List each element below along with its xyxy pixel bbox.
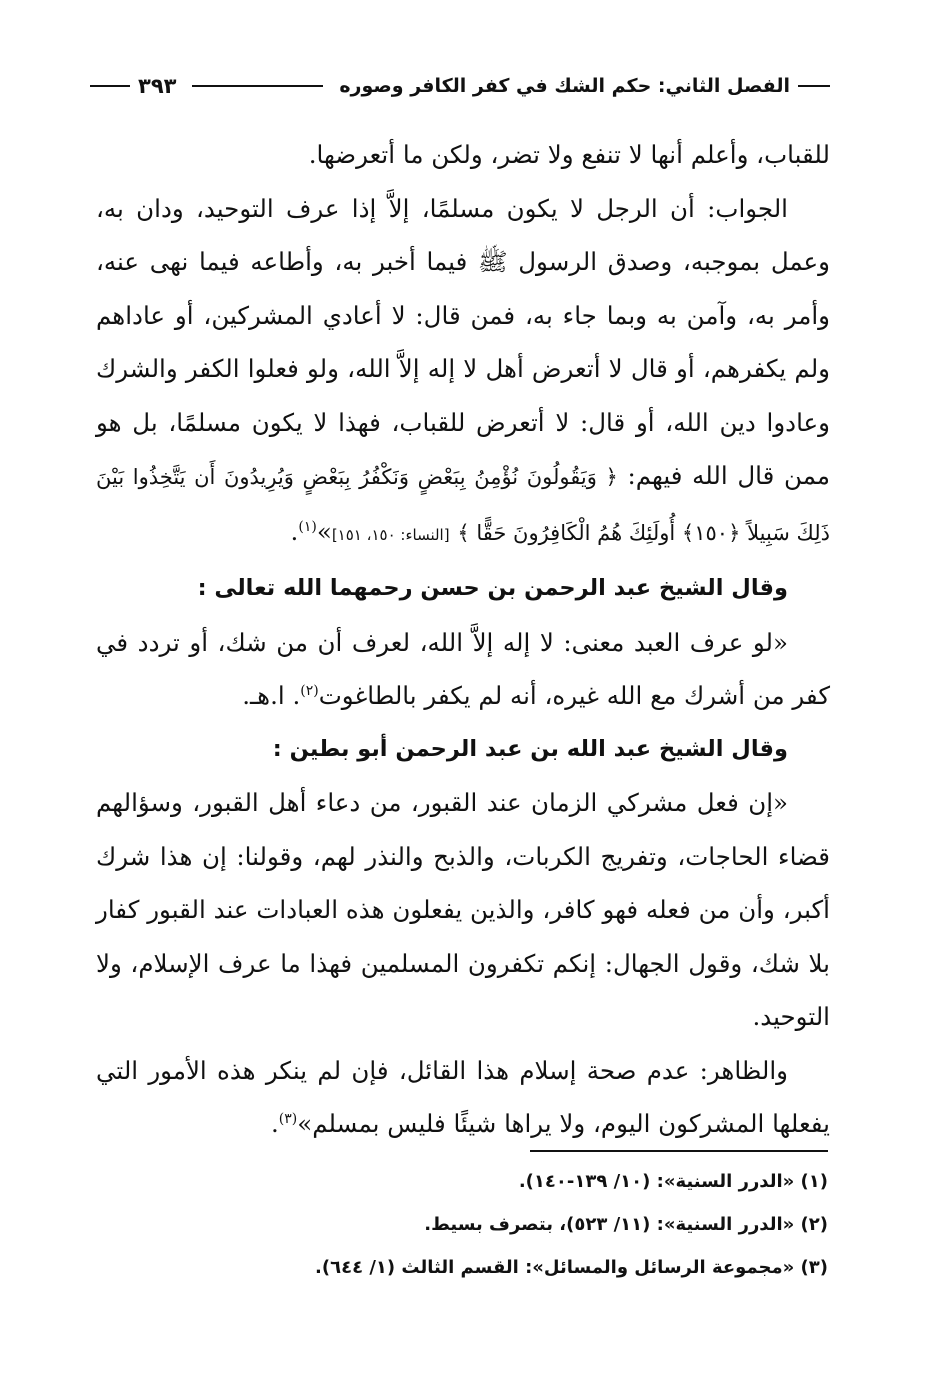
quote-close: » [316,516,332,546]
heading-1: وقال الشيخ عبد الرحمن بن حسن رحمهما الله تعالى : [197,575,788,601]
footnote-marker-1: (١) [298,518,317,535]
footnote-1: (١) «الدرر السنية»: (١٠/ ١٣٩-١٤٠). [518,1171,828,1192]
footnote-2: (٢) «الدرر السنية»: (١١/ ٥٢٣)، بتصرف بسيط. [424,1214,828,1235]
header-rule [192,85,323,87]
heading-2: وقال الشيخ عبد الله بن عبد الرحمن أبو بطين : [272,735,788,762]
quran-quote: ﴿ وَيَقُولُونَ نُؤْمِنُ بِبَعْضٍ وَنَكْفُرُ بِبَعْضٍ وَيُرِيدُونَ أَن يَتَّخِذُوا بَيْنَ ذَلِكَ سَبِيلاً ﴿١٥٠﴾ أُولَئِكَ هُمُ الْكَافِرُونَ حَقًّا ﴾ [96,465,830,545]
paragraph-4: «إن فعل مشركي الزمان عند القبور، من دعاء أهل القبور، وسؤالهم قضاء الحاجات، وتفريج الكربات، والذبح والنذر لهم، وقولنا: إن هذا شرك أكبر، وأن من فعله فهو كافر، والذين يفعلون هذه العبادات عند القبور كفار بلا شك، وقول الجهال: إنكم تكفرون المسلمين فهذا ما عرف الإسلام، ولا التوحيد. [96,788,830,1031]
paragraph-5 [96,1044,830,1151]
header-dash-left [90,85,130,87]
chapter-title: الفصل الثاني: حكم الشك في كفر الكافر وصوره [339,75,790,97]
footnote-separator [530,1150,828,1152]
header-dash-right [798,85,830,87]
paragraph-1: للقباب، وأعلم أنها لا تنفع ولا تضر، ولكن ما أتعرضها. [308,140,830,169]
paragraph-2-text: الجواب: أن الرجل لا يكون مسلمًا، إلاَّ إذا عرف التوحيد، ودان به، وعمل بموجبه، وصدق الرسول ﷺ فيما أخبر به، وأطاعه فيما نهى عنه، وأمر به، وآمن به وبما جاء به، فمن قال: لا أعادي المشركين، أو عاداهم ولم يكفرهم، أو قال لا أتعرض أهل لا إله إلاَّ الله، ولو فعلوا الكفر والشرك وعادوا دين الله، أو قال: لا أتعرض للقباب، فهذا لا يكون مسلمًا، بل هو ممن قال الله فيهم: [96,193,831,490]
footnote-marker-3: (٣) [278,1110,298,1127]
page-number: ٣٩٣ [138,74,177,98]
footnote-marker-2: (٢) [300,682,319,699]
footnote-3: (٣) «مجموعة الرسائل والمسائل»: القسم الثالث (١/ ٦٤٤). [315,1257,828,1278]
paragraph-5-end: . [270,1109,279,1138]
paragraph-3-end: . ا.هـ. [242,681,301,710]
footnotes [300,1160,828,1289]
main-text [96,128,830,1151]
quran-reference: [النساء: ١٥٠، ١٥١] [331,525,450,544]
paragraph-3-text: «لو عرف العبد معنى: لا إله إلاَّ الله، لعرف أن من شك، أو تردد في كفر من أشرك مع الله غيره، أنه لم يكفر بالطاغوت [96,627,830,710]
paragraph-5-text: والظاهر: عدم صحة إسلام هذا القائل، فإن لم ينكر هذه الأمور التي يفعلها المشركون اليوم، ولا يراها شيئًا فليس بمسلم» [96,1055,830,1138]
paragraph-2: الجواب: أن الرجل لا يكون مسلمًا، إلاَّ إذا عرف التوحيد، ودان به، وعمل بموجبه، وصدق الرسول ﷺ فيما أخبر به، وأطاعه فيما نهى عنه، وأمر به، وآمن به وبما جاء به، فمن قال: لا أعادي المشركين، أو عاداهم ولم يكفرهم، أو قال لا أتعرض أهل لا إله إلاَّ الله، ولو فعلوا الكفر والشرك وعادوا دين الله، أو قال: لا أتعرض للقباب، فهذا لا يكون مسلمًا، بل هو ممن قال الله فيهم: ﴿ وَيَقُولُونَ نُؤْمِنُ بِبَعْضٍ وَنَكْفُرُ بِبَعْضٍ وَيُرِيدُونَ أَن يَتَّخِذُوا بَيْنَ ذَلِكَ سَبِيلاً ﴿١٥٠﴾ أُولَئِكَ هُمُ الْكَافِرُونَ حَقًّا ﴾ [النساء: ١٥٠، ١٥١]»$^{(١)}$. [96,193,831,546]
running-header [90,70,830,102]
paragraph-3 [96,616,830,723]
